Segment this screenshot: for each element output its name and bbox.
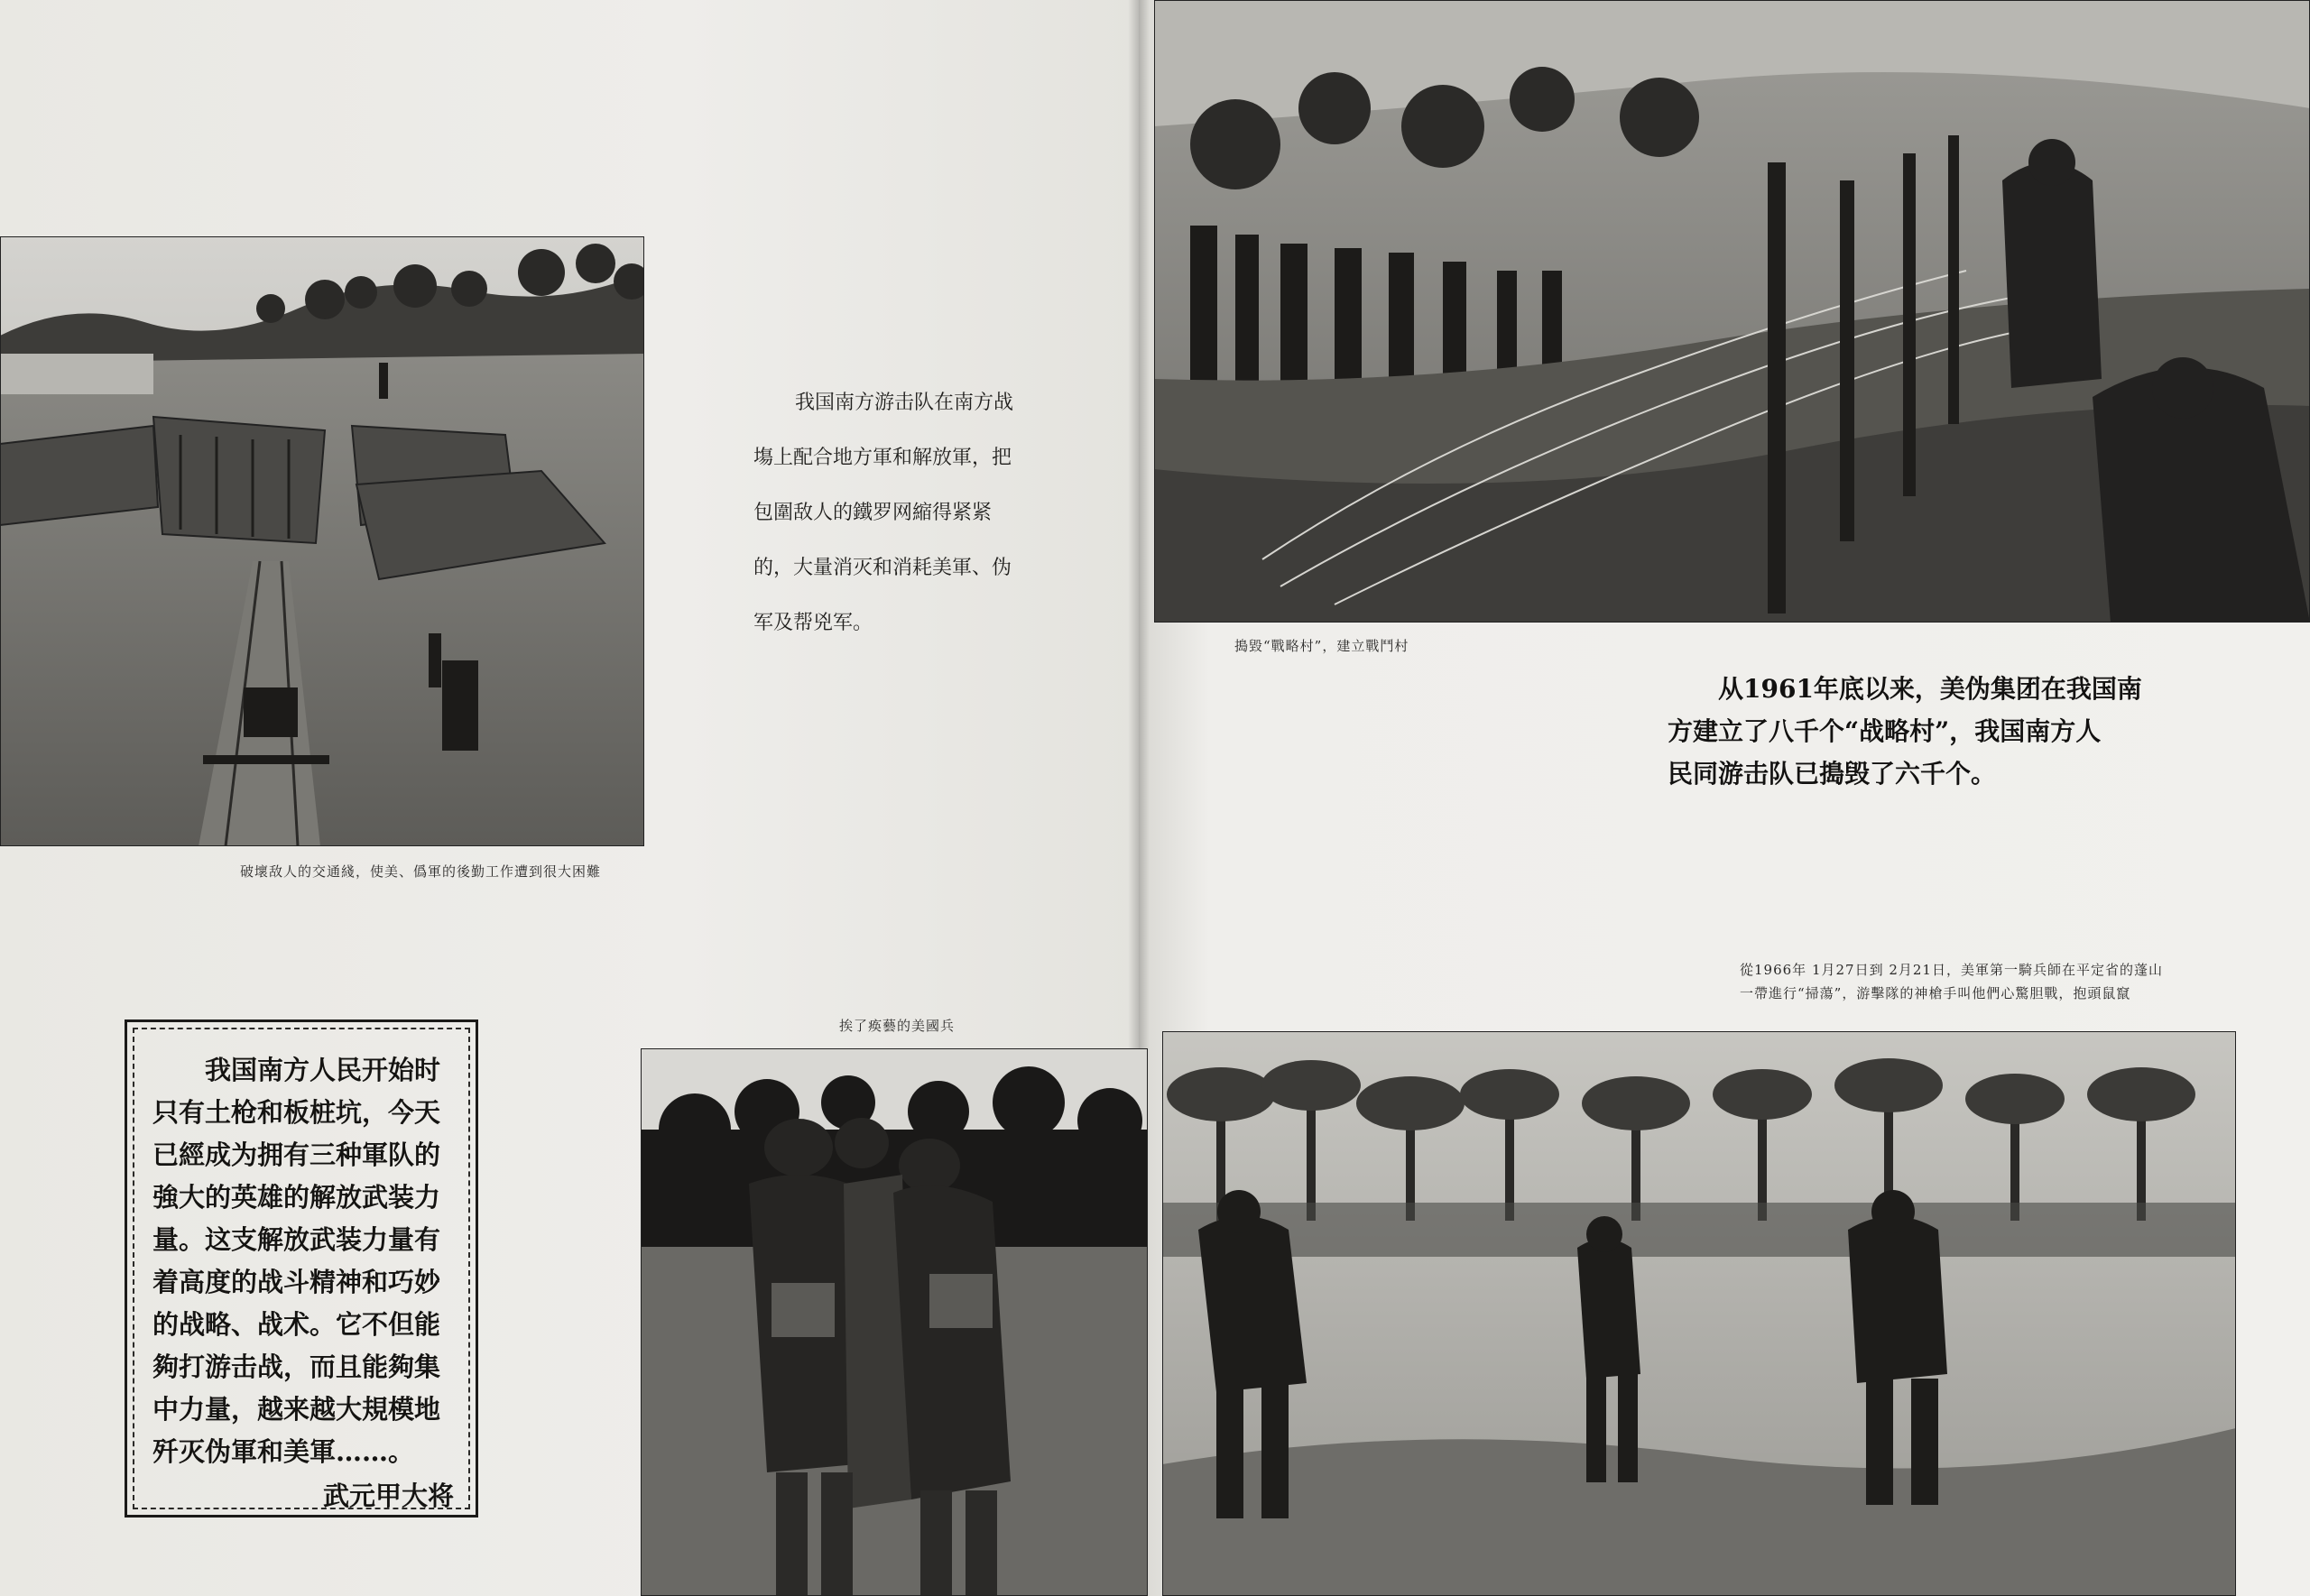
paragraph-line: 我国南方游击队在南方战 <box>795 392 1014 414</box>
photo-wounded-soldiers <box>641 1048 1148 1596</box>
lead-text <box>1668 668 2209 795</box>
caption-wounded: 挨了痪藝的美國兵 <box>839 1018 956 1034</box>
caption-train: 破壞敌人的交通綫，使美、僞軍的後勤工作遭到很大困難 <box>240 863 602 880</box>
quote-box <box>125 1019 478 1518</box>
paragraph-line: 的，大量消灭和消耗美軍、伪 <box>753 557 1012 579</box>
quote-line: 的战略、战术。它不但能 <box>152 1309 441 1340</box>
quote-text <box>133 1028 470 1509</box>
lead-line: 方建立了八千个“战略村”，我国南方人 <box>1668 716 2102 746</box>
quote-line: 量。这支解放武装力量有 <box>152 1224 441 1255</box>
quote-line: 夠打游击战，而且能夠集 <box>152 1352 441 1382</box>
paragraph-line: 军及帮兇军。 <box>753 612 873 634</box>
caption-village: 搗毀“戰略村”，建立戰鬥村 <box>1234 638 1409 654</box>
paragraph-line: 塲上配合地方軍和解放軍，把 <box>753 447 1012 469</box>
caption-battle-line1: 從1966年 1月27日到 2月21日，美軍第一騎兵師在平定省的蓬山 <box>1740 962 2163 978</box>
quote-line: 歼灭伪軍和美軍……。 <box>152 1436 415 1467</box>
photo-strategic-village <box>1154 0 2310 623</box>
quote-signature: 武元甲大将 <box>322 1481 454 1511</box>
photo-soldiers-retreat <box>1162 1031 2236 1596</box>
caption-battle-line2: 一帶進行“掃蕩”，游擊隊的神槍手叫他們心驚胆戰，抱頭鼠竄 <box>1740 985 2131 1001</box>
lead-line: 从1961年底以来，美伪集团在我国南 <box>1718 674 2142 704</box>
quote-line: 已經成为拥有三种軍队的 <box>152 1139 441 1170</box>
quote-line: 強大的英雄的解放武装力 <box>152 1182 441 1213</box>
quote-line: 只有土枪和板桩坑，今天 <box>152 1097 441 1128</box>
paragraph-line: 包圍敌人的鐵罗网縮得紧紧 <box>753 502 993 524</box>
quote-line: 中力量，越来越大規模地 <box>152 1394 441 1425</box>
quote-line: 着高度的战斗精神和巧妙 <box>152 1267 441 1297</box>
quote-line: 我国南方人民开始时 <box>205 1055 441 1085</box>
lead-line: 民同游击队已搗毁了六千个。 <box>1668 759 1997 789</box>
photo-train-derailment <box>0 236 644 846</box>
paragraph-guerrilla <box>753 375 1051 650</box>
